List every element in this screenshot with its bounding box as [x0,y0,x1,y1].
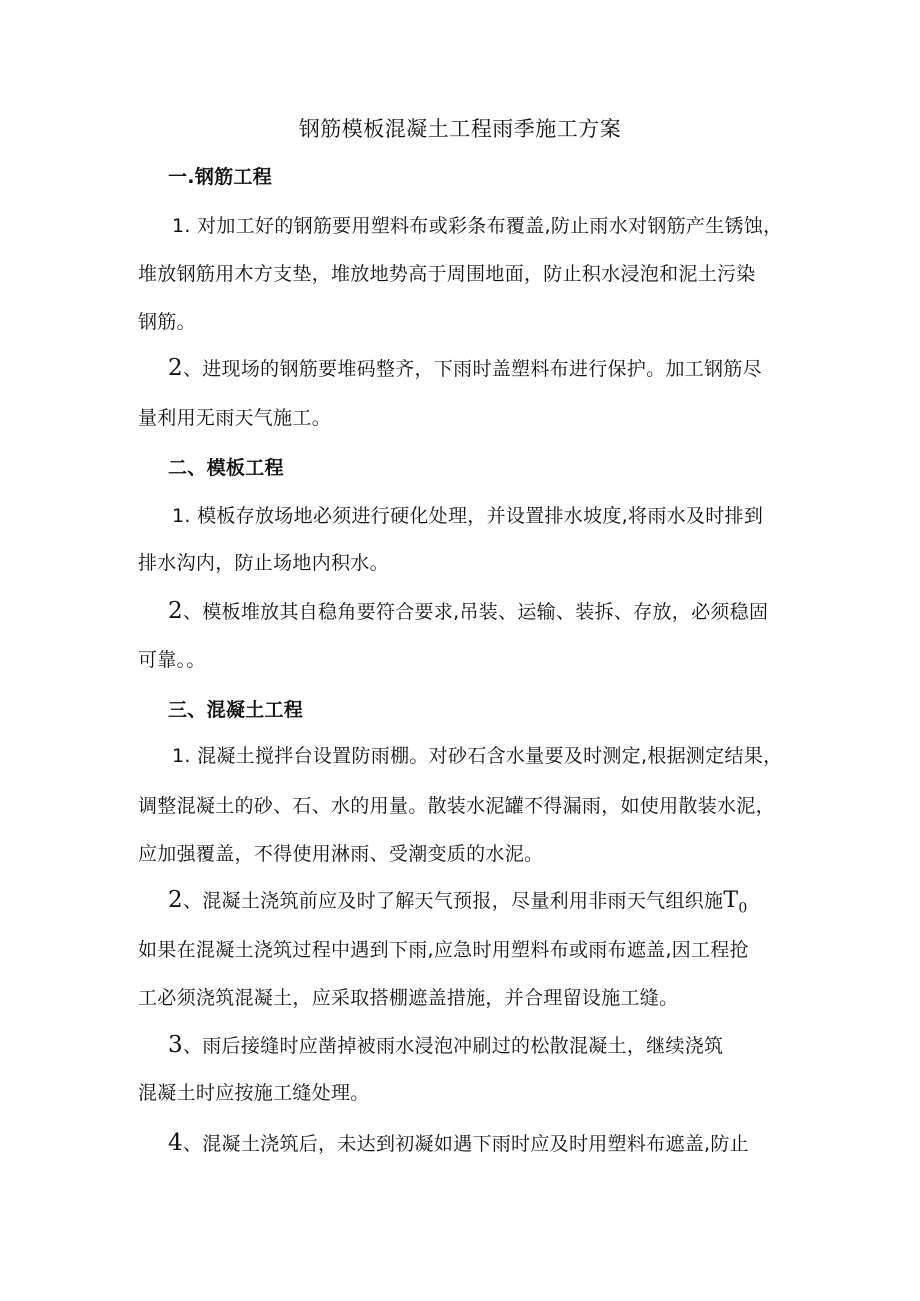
paragraph-text: 、混凝土浇筑后，未达到初凝如遇下雨时应及时用塑料布遮盖,防止 [182,1133,749,1155]
paragraph-line [172,501,763,531]
t0-symbol [723,888,748,917]
paragraph-text: 对加工好的钢筋要用塑料布或彩条布覆盖,防止雨水对钢筋产生锈蚀， [197,215,783,237]
paragraph-line [168,885,748,923]
paragraph-line [168,1128,749,1159]
paragraph-text: 、进现场的钢筋要堆码整齐，下雨时盖塑料布进行保护。加工钢筋尽 [182,358,762,380]
section-heading-formwork: 二、模板工程 [168,457,284,479]
item-number: 1. [172,505,191,527]
item-number: 2 [168,887,183,913]
paragraph-line: 排水沟内，防止场地内积水。 [138,552,389,574]
paragraph-text: 模板存放场地必须进行硬化处理，并设置排水坡度,将雨水及时排到 [197,505,764,527]
paragraph-line [172,741,782,771]
paragraph-text: 、模板堆放其自稳角要符合要求,吊装、运输、装拆、存放，必须稳固 [182,601,769,623]
paragraph-text: 混凝土搅拌台设置防雨棚。对砂石含水量要及时测定,根据测定结果， [197,745,783,767]
paragraph-line: 如果在混凝土浇筑过程中遇到下雨,应急时用塑料布或雨布遮盖,因工程抢 [138,939,749,961]
paragraph-line: 应加强覆盖，不得使用淋雨、受潮变质的水泥。 [138,843,544,865]
paragraph-text: 、混凝土浇筑前应及时了解天气预报，尽量利用非雨天气组织施 [182,890,724,912]
document-title: 钢筋模板混凝土工程雨季施工方案 [298,117,622,141]
section-heading-rebar: 一.钢筋工程 [168,166,273,188]
paragraph-line [168,1030,723,1061]
item-number: 1. [172,745,191,767]
t0-subscript: 0 [738,900,748,917]
item-number: 4 [168,1130,183,1156]
item-number: 2 [168,598,183,624]
item-number: 1. [172,215,191,237]
item-number: 2 [168,355,183,381]
paragraph-line: 堆放钢筋用木方支垫，堆放地势高于周围地面，防止积水浸泡和泥土污染 [138,263,756,285]
paragraph-line [172,211,782,241]
paragraph-line: 量利用无雨天气施工。 [138,407,332,429]
t0-main: T [723,888,739,913]
paragraph-line: 钢筋。 [138,311,196,333]
section-heading-concrete: 三、混凝土工程 [168,699,304,721]
paragraph-line: 调整混凝土的砂、石、水的用量。散装水泥罐不得漏雨，如使用散装水泥， [138,795,775,817]
item-number: 3 [168,1032,183,1058]
paragraph-line: 可靠。。 [138,649,206,671]
paragraph-line [168,596,768,627]
paragraph-text: 、雨后接缝时应凿掉被雨水浸泡冲刷过的松散混凝土，继续浇筑 [182,1035,724,1057]
paragraph-line [168,353,762,384]
paragraph-line: 工必须浇筑混凝土，应采取搭棚遮盖措施，并合理留设施工缝。 [138,987,679,1009]
paragraph-line: 混凝土时应按施工缝处理。 [138,1082,370,1104]
